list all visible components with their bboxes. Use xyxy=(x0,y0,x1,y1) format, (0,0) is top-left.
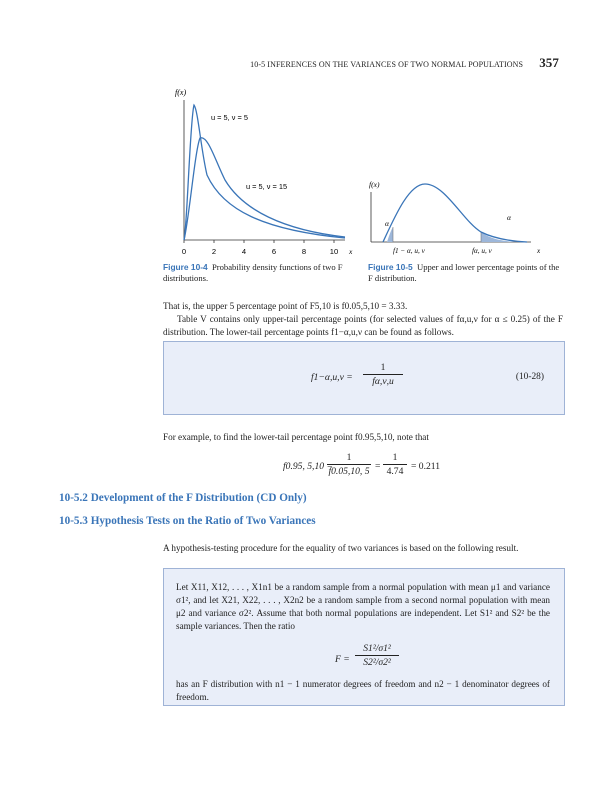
fig4-tick-label: 4 xyxy=(241,247,247,256)
running-title: 10-5 INFERENCES ON THE VARIANCES OF TWO NORMAL POPULATIONS xyxy=(250,60,524,69)
figure-10-5 xyxy=(367,176,567,258)
eq-10-28-fraction xyxy=(363,362,403,387)
running-header xyxy=(250,55,559,71)
theorem-box xyxy=(163,568,565,706)
fig5-alpha-left: α xyxy=(385,219,389,228)
fig5-caption-text: Upper and lower percentage points of the F distribution. xyxy=(368,262,560,283)
equation-number: (10-28) xyxy=(515,372,544,382)
figure-10-4-caption xyxy=(163,262,363,284)
figure-10-5-caption xyxy=(368,262,563,284)
example-equals: = xyxy=(375,461,381,472)
fig5-caption-label: Figure 10-5 xyxy=(368,262,413,272)
example-num2: 1 xyxy=(392,452,398,463)
paragraph-hypothesis-procedure: A hypothesis-testing procedure for the equality of two variances is based on the following result. xyxy=(163,543,519,553)
fig4-tick-label: 6 xyxy=(271,247,277,256)
section-10-5-3-heading: 10-5.3 Hypothesis Tests on the Ratio of Two Variances xyxy=(59,515,316,527)
fig4-tick-label: 8 xyxy=(301,247,307,256)
page-number: 357 xyxy=(539,55,559,70)
fig4-caption-text: Probability density functions of two F distributions. xyxy=(163,262,343,283)
fig5-x-axis-label: x xyxy=(537,247,541,255)
theorem-text-1: Let X11, X12, . . . , X1n1 be a random sample from a normal population with mean μ1 and variance σ1², and let X21, X22, . . . , X2n2 be a random sample from a second normal population with mean μ2 and variance σ2². Assume that both normal populations are independent. Let S1² and S2² be the sample variances. Then the ratio xyxy=(176,582,550,631)
fig5-density-curve xyxy=(383,184,527,242)
example-fraction-2 xyxy=(383,452,407,477)
paragraph-example: For example, to find the lower-tail percentage point f0.95,5,10, note that xyxy=(163,432,429,442)
theorem-f-lhs: F = xyxy=(335,654,350,665)
eq-10-28-denominator: fα,ν,u xyxy=(372,376,394,387)
fig4-curve-u5-v5 xyxy=(184,105,345,240)
fig4-tick-label: 2 xyxy=(211,247,217,256)
fig4-x-axis-label: x xyxy=(349,247,353,256)
example-result: = 0.211 xyxy=(411,461,441,472)
theorem-text-2: has an F distribution with n1 − 1 numerator degrees of freedom and n2 − 1 denominator degrees of freedom. xyxy=(176,679,550,702)
fig5-upper-point-label: fα, u, ν xyxy=(472,247,492,255)
eq-10-28-numerator: 1 xyxy=(380,362,386,373)
fig5-lower-point-label: f1 − α, u, ν xyxy=(393,247,425,255)
fig5-left-tail xyxy=(387,227,393,242)
example-den1: f0.05,10, 5 xyxy=(328,466,370,477)
example-fraction-1 xyxy=(327,452,371,477)
paragraph-table-v: Table V contains only upper-tail percentage points (for selected values of fα,u,ν for α ≤ 0.25) of the F distribution. The lower-tail percentage points f1−α,u,ν can be found as follows. xyxy=(163,314,563,337)
example-equation xyxy=(283,452,543,488)
fig5-alpha-right: α xyxy=(507,213,511,222)
equation-10-28-box xyxy=(163,341,565,415)
fig4-curve2-label: u = 5, ν = 15 xyxy=(246,182,288,191)
fig4-tick-label: 0 xyxy=(181,247,187,256)
fig4-y-axis-label: f(x) xyxy=(175,88,187,97)
fig4-tick-label: 10 xyxy=(329,247,339,256)
theorem-f-denominator: S2²/σ2² xyxy=(363,657,391,668)
example-num1: 1 xyxy=(346,452,352,463)
eq-10-28-lhs: f1−α,u,ν = xyxy=(311,372,353,383)
figure-10-4 xyxy=(163,80,363,262)
example-den2: 4.74 xyxy=(386,466,404,477)
fig4-caption-label: Figure 10-4 xyxy=(163,262,208,272)
section-10-5-2-heading: 10-5.2 Development of the F Distribution (CD Only) xyxy=(59,492,307,504)
paragraph-upper-point: That is, the upper 5 percentage point of F5,10 is f0.05,5,10 = 3.33. xyxy=(163,301,408,311)
example-lhs: f0.95, 5,10 = xyxy=(283,461,333,472)
fig5-y-axis-label: f(x) xyxy=(369,180,380,189)
fig4-curve1-label: u = 5, ν = 5 xyxy=(211,113,248,122)
theorem-f-numerator: S1²/σ1² xyxy=(363,643,391,654)
theorem-f-fraction xyxy=(355,643,399,668)
